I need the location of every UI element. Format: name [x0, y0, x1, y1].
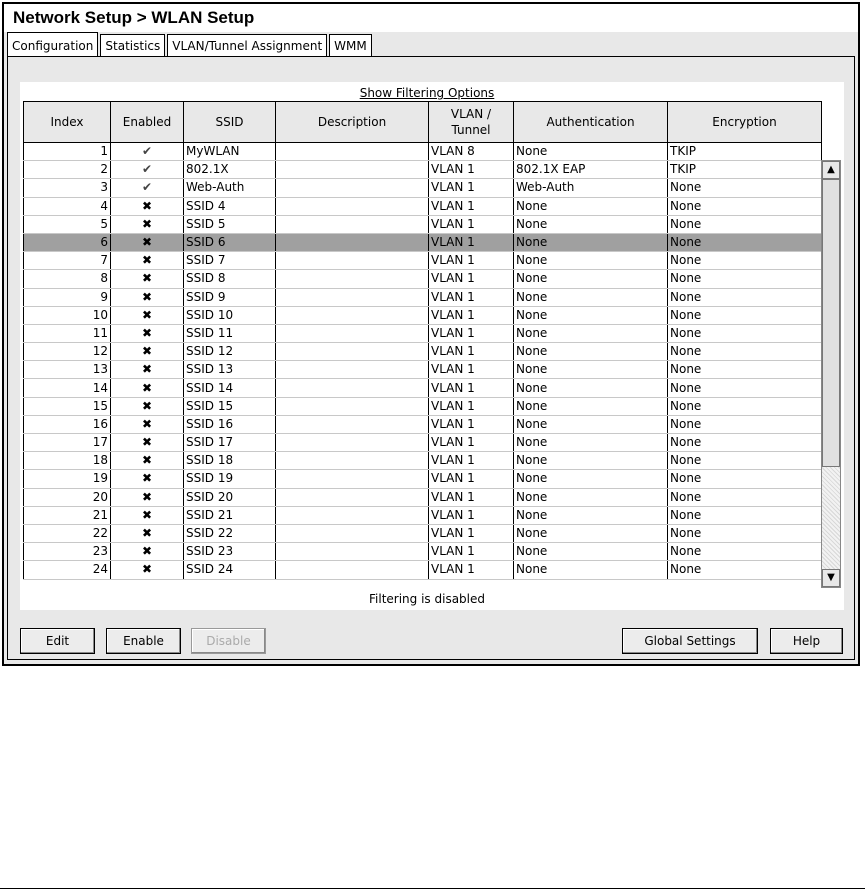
cell-authentication: None	[514, 215, 668, 233]
cell-index: 13	[24, 361, 111, 379]
cell-ssid: SSID 7	[184, 252, 276, 270]
cell-ssid: SSID 14	[184, 379, 276, 397]
cell-encryption: None	[668, 488, 822, 506]
scroll-thumb[interactable]	[822, 179, 840, 467]
table-row[interactable]	[24, 179, 822, 197]
cell-description	[276, 543, 429, 561]
cell-description	[276, 324, 429, 342]
cell-authentication: None	[514, 197, 668, 215]
table-row[interactable]	[24, 561, 822, 579]
cell-encryption: None	[668, 543, 822, 561]
cell-ssid: SSID 18	[184, 452, 276, 470]
cell-vlan: VLAN 1	[429, 488, 514, 506]
tab-vlan-tunnel-assignment[interactable]: VLAN/Tunnel Assignment	[167, 34, 327, 56]
cell-index: 10	[24, 306, 111, 324]
table-row[interactable]	[24, 288, 822, 306]
col-header-ssid[interactable]: SSID	[184, 102, 276, 143]
disabled-x-icon: ✖	[141, 526, 153, 541]
cell-enabled	[111, 379, 184, 397]
table-header-row	[24, 102, 822, 143]
cell-encryption: None	[668, 215, 822, 233]
cell-encryption: None	[668, 361, 822, 379]
enable-button[interactable]: Enable	[106, 628, 181, 654]
table-row[interactable]	[24, 379, 822, 397]
cell-enabled	[111, 452, 184, 470]
cell-index: 7	[24, 252, 111, 270]
cell-authentication: None	[514, 252, 668, 270]
tab-bar	[7, 34, 374, 56]
cell-index: 17	[24, 434, 111, 452]
cell-description	[276, 161, 429, 179]
cell-enabled	[111, 397, 184, 415]
cell-vlan: VLAN 1	[429, 397, 514, 415]
cell-encryption: None	[668, 434, 822, 452]
cell-vlan: VLAN 1	[429, 506, 514, 524]
cell-index: 6	[24, 233, 111, 251]
cell-authentication: None	[514, 361, 668, 379]
cell-enabled	[111, 361, 184, 379]
cell-description	[276, 197, 429, 215]
cell-authentication: None	[514, 288, 668, 306]
cell-encryption: None	[668, 343, 822, 361]
table-row[interactable]	[24, 506, 822, 524]
cell-index: 3	[24, 179, 111, 197]
cell-vlan: VLAN 1	[429, 434, 514, 452]
cell-vlan: VLAN 1	[429, 161, 514, 179]
table-row[interactable]	[24, 543, 822, 561]
cell-index: 23	[24, 543, 111, 561]
disabled-x-icon: ✖	[141, 325, 153, 340]
scroll-up-icon[interactable]: ▲	[822, 161, 840, 179]
cell-authentication: None	[514, 488, 668, 506]
enabled-check-icon: ✔	[141, 180, 153, 195]
edit-button[interactable]: Edit	[20, 628, 95, 654]
cell-enabled	[111, 306, 184, 324]
cell-encryption: None	[668, 270, 822, 288]
cell-ssid: SSID 9	[184, 288, 276, 306]
cell-authentication: None	[514, 324, 668, 342]
cell-ssid: SSID 11	[184, 324, 276, 342]
table-row[interactable]	[24, 397, 822, 415]
table-vertical-scrollbar[interactable]	[821, 160, 841, 588]
table-row[interactable]	[24, 306, 822, 324]
cell-vlan: VLAN 1	[429, 343, 514, 361]
wlan-grid-area	[20, 82, 844, 610]
cell-vlan: VLAN 1	[429, 543, 514, 561]
cell-enabled	[111, 343, 184, 361]
disabled-x-icon: ✖	[141, 507, 153, 522]
cell-authentication: None	[514, 470, 668, 488]
cell-vlan: VLAN 1	[429, 252, 514, 270]
page-title: Network Setup > WLAN Setup	[4, 4, 858, 32]
cell-description	[276, 306, 429, 324]
cell-enabled	[111, 179, 184, 197]
cell-authentication: 802.1X EAP	[514, 161, 668, 179]
col-header-enabled[interactable]: Enabled	[111, 102, 184, 143]
table-row[interactable]	[24, 143, 822, 161]
table-row[interactable]	[24, 161, 822, 179]
cell-ssid: SSID 21	[184, 506, 276, 524]
cell-ssid: MyWLAN	[184, 143, 276, 161]
table-row[interactable]	[24, 434, 822, 452]
table-row[interactable]	[24, 197, 822, 215]
table-row[interactable]	[24, 361, 822, 379]
cell-index: 19	[24, 470, 111, 488]
cell-authentication: Web-Auth	[514, 179, 668, 197]
disabled-x-icon: ✖	[141, 471, 153, 486]
cell-vlan: VLAN 8	[429, 143, 514, 161]
cell-index: 4	[24, 197, 111, 215]
cell-enabled	[111, 270, 184, 288]
disable-button[interactable]: Disable	[191, 628, 266, 654]
cell-index: 2	[24, 161, 111, 179]
cell-description	[276, 397, 429, 415]
cell-description	[276, 361, 429, 379]
cell-index: 9	[24, 288, 111, 306]
cell-authentication: None	[514, 561, 668, 579]
cell-description	[276, 506, 429, 524]
col-header-vlan-tunnel[interactable]	[429, 102, 514, 143]
cell-description	[276, 524, 429, 542]
cell-description	[276, 434, 429, 452]
cell-vlan: VLAN 1	[429, 215, 514, 233]
cell-ssid: SSID 8	[184, 270, 276, 288]
show-filtering-options-link[interactable]: Show Filtering Options	[359, 86, 495, 100]
cell-encryption: None	[668, 397, 822, 415]
cell-ssid: SSID 23	[184, 543, 276, 561]
cell-description	[276, 415, 429, 433]
cell-vlan: VLAN 1	[429, 324, 514, 342]
table-row[interactable]	[24, 524, 822, 542]
configuration-panel	[7, 56, 855, 660]
disabled-x-icon: ✖	[141, 198, 153, 213]
cell-authentication: None	[514, 306, 668, 324]
cell-description	[276, 215, 429, 233]
wlan-setup-window	[2, 2, 860, 666]
cell-enabled	[111, 197, 184, 215]
help-button[interactable]: Help	[770, 628, 843, 654]
cell-authentication: None	[514, 379, 668, 397]
scroll-down-icon[interactable]: ▼	[822, 569, 840, 587]
cell-vlan: VLAN 1	[429, 452, 514, 470]
cell-index: 5	[24, 215, 111, 233]
cell-vlan: VLAN 1	[429, 270, 514, 288]
cell-encryption: None	[668, 306, 822, 324]
cell-vlan: VLAN 1	[429, 233, 514, 251]
cell-description	[276, 179, 429, 197]
cell-authentication: None	[514, 397, 668, 415]
cell-ssid: SSID 5	[184, 215, 276, 233]
cell-enabled	[111, 561, 184, 579]
cell-ssid: SSID 4	[184, 197, 276, 215]
col-header-vlan-line1: VLAN /	[450, 107, 492, 121]
disabled-x-icon: ✖	[141, 235, 153, 250]
col-header-encryption[interactable]: Encryption	[668, 102, 822, 143]
table-row[interactable]	[24, 252, 822, 270]
table-row[interactable]	[24, 233, 822, 251]
cell-ssid: SSID 12	[184, 343, 276, 361]
disabled-x-icon: ✖	[141, 489, 153, 504]
page-footer-divider	[0, 888, 865, 889]
cell-authentication: None	[514, 143, 668, 161]
col-header-description[interactable]: Description	[276, 102, 429, 143]
cell-description	[276, 270, 429, 288]
cell-description	[276, 252, 429, 270]
cell-vlan: VLAN 1	[429, 306, 514, 324]
cell-vlan: VLAN 1	[429, 179, 514, 197]
cell-ssid: SSID 6	[184, 233, 276, 251]
cell-encryption: None	[668, 561, 822, 579]
cell-enabled	[111, 288, 184, 306]
cell-ssid: SSID 20	[184, 488, 276, 506]
cell-vlan: VLAN 1	[429, 524, 514, 542]
cell-vlan: VLAN 1	[429, 561, 514, 579]
cell-enabled	[111, 506, 184, 524]
cell-authentication: None	[514, 343, 668, 361]
disabled-x-icon: ✖	[141, 544, 153, 559]
cell-description	[276, 488, 429, 506]
disabled-x-icon: ✖	[141, 289, 153, 304]
cell-vlan: VLAN 1	[429, 379, 514, 397]
tab-wmm[interactable]: WMM	[329, 34, 372, 56]
cell-description	[276, 379, 429, 397]
disabled-x-icon: ✖	[141, 344, 153, 359]
tab-configuration[interactable]: Configuration	[7, 32, 98, 56]
table-row[interactable]	[24, 415, 822, 433]
cell-description	[276, 343, 429, 361]
cell-ssid: SSID 10	[184, 306, 276, 324]
filter-status-text: Filtering is disabled	[369, 592, 485, 606]
table-row[interactable]	[24, 343, 822, 361]
disabled-x-icon: ✖	[141, 435, 153, 450]
cell-encryption: None	[668, 470, 822, 488]
cell-description	[276, 143, 429, 161]
disabled-x-icon: ✖	[141, 216, 153, 231]
cell-ssid: SSID 22	[184, 524, 276, 542]
cell-authentication: None	[514, 543, 668, 561]
cell-enabled	[111, 161, 184, 179]
enabled-check-icon: ✔	[141, 144, 153, 159]
cell-encryption: TKIP	[668, 161, 822, 179]
disabled-x-icon: ✖	[141, 271, 153, 286]
cell-index: 11	[24, 324, 111, 342]
cell-index: 12	[24, 343, 111, 361]
cell-ssid: SSID 19	[184, 470, 276, 488]
cell-ssid: Web-Auth	[184, 179, 276, 197]
cell-enabled	[111, 324, 184, 342]
cell-enabled	[111, 252, 184, 270]
disabled-x-icon: ✖	[141, 416, 153, 431]
cell-encryption: None	[668, 379, 822, 397]
cell-enabled	[111, 415, 184, 433]
cell-description	[276, 233, 429, 251]
cell-authentication: None	[514, 233, 668, 251]
cell-encryption: TKIP	[668, 143, 822, 161]
cell-vlan: VLAN 1	[429, 288, 514, 306]
cell-ssid: SSID 15	[184, 397, 276, 415]
cell-enabled	[111, 524, 184, 542]
cell-enabled	[111, 488, 184, 506]
tab-statistics[interactable]: Statistics	[100, 34, 165, 56]
cell-encryption: None	[668, 252, 822, 270]
cell-ssid: SSID 13	[184, 361, 276, 379]
cell-index: 8	[24, 270, 111, 288]
disabled-x-icon: ✖	[141, 307, 153, 322]
cell-description	[276, 452, 429, 470]
cell-encryption: None	[668, 506, 822, 524]
cell-enabled	[111, 143, 184, 161]
cell-encryption: None	[668, 288, 822, 306]
table-body	[24, 143, 822, 580]
cell-vlan: VLAN 1	[429, 197, 514, 215]
cell-index: 18	[24, 452, 111, 470]
cell-index: 20	[24, 488, 111, 506]
cell-authentication: None	[514, 452, 668, 470]
table-row[interactable]	[24, 488, 822, 506]
col-header-authentication[interactable]: Authentication	[514, 102, 668, 143]
cell-encryption: None	[668, 452, 822, 470]
cell-vlan: VLAN 1	[429, 361, 514, 379]
disabled-x-icon: ✖	[141, 562, 153, 577]
wlan-table	[23, 101, 822, 580]
cell-enabled	[111, 233, 184, 251]
enabled-check-icon: ✔	[141, 162, 153, 177]
cell-authentication: None	[514, 270, 668, 288]
cell-authentication: None	[514, 415, 668, 433]
cell-vlan: VLAN 1	[429, 415, 514, 433]
table-row[interactable]	[24, 324, 822, 342]
disabled-x-icon: ✖	[141, 380, 153, 395]
col-header-index[interactable]: Index	[24, 102, 111, 143]
cell-index: 21	[24, 506, 111, 524]
cell-index: 24	[24, 561, 111, 579]
cell-encryption: None	[668, 197, 822, 215]
cell-enabled	[111, 215, 184, 233]
table-row[interactable]	[24, 470, 822, 488]
cell-index: 1	[24, 143, 111, 161]
cell-ssid: 802.1X	[184, 161, 276, 179]
cell-description	[276, 288, 429, 306]
cell-encryption: None	[668, 179, 822, 197]
cell-description	[276, 561, 429, 579]
col-header-vlan-line2: Tunnel	[451, 123, 491, 137]
disabled-x-icon: ✖	[141, 453, 153, 468]
cell-vlan: VLAN 1	[429, 470, 514, 488]
disabled-x-icon: ✖	[141, 398, 153, 413]
cell-enabled	[111, 470, 184, 488]
table-row[interactable]	[24, 452, 822, 470]
cell-authentication: None	[514, 524, 668, 542]
cell-encryption: None	[668, 233, 822, 251]
cell-index: 22	[24, 524, 111, 542]
cell-encryption: None	[668, 415, 822, 433]
table-row[interactable]	[24, 215, 822, 233]
cell-description	[276, 470, 429, 488]
cell-index: 14	[24, 379, 111, 397]
cell-authentication: None	[514, 434, 668, 452]
cell-index: 15	[24, 397, 111, 415]
cell-encryption: None	[668, 324, 822, 342]
cell-authentication: None	[514, 506, 668, 524]
cell-ssid: SSID 24	[184, 561, 276, 579]
cell-enabled	[111, 543, 184, 561]
cell-enabled	[111, 434, 184, 452]
cell-ssid: SSID 17	[184, 434, 276, 452]
cell-encryption: None	[668, 524, 822, 542]
cell-ssid: SSID 16	[184, 415, 276, 433]
disabled-x-icon: ✖	[141, 362, 153, 377]
cell-index: 16	[24, 415, 111, 433]
disabled-x-icon: ✖	[141, 253, 153, 268]
table-row[interactable]	[24, 270, 822, 288]
global-settings-button[interactable]: Global Settings	[622, 628, 758, 654]
